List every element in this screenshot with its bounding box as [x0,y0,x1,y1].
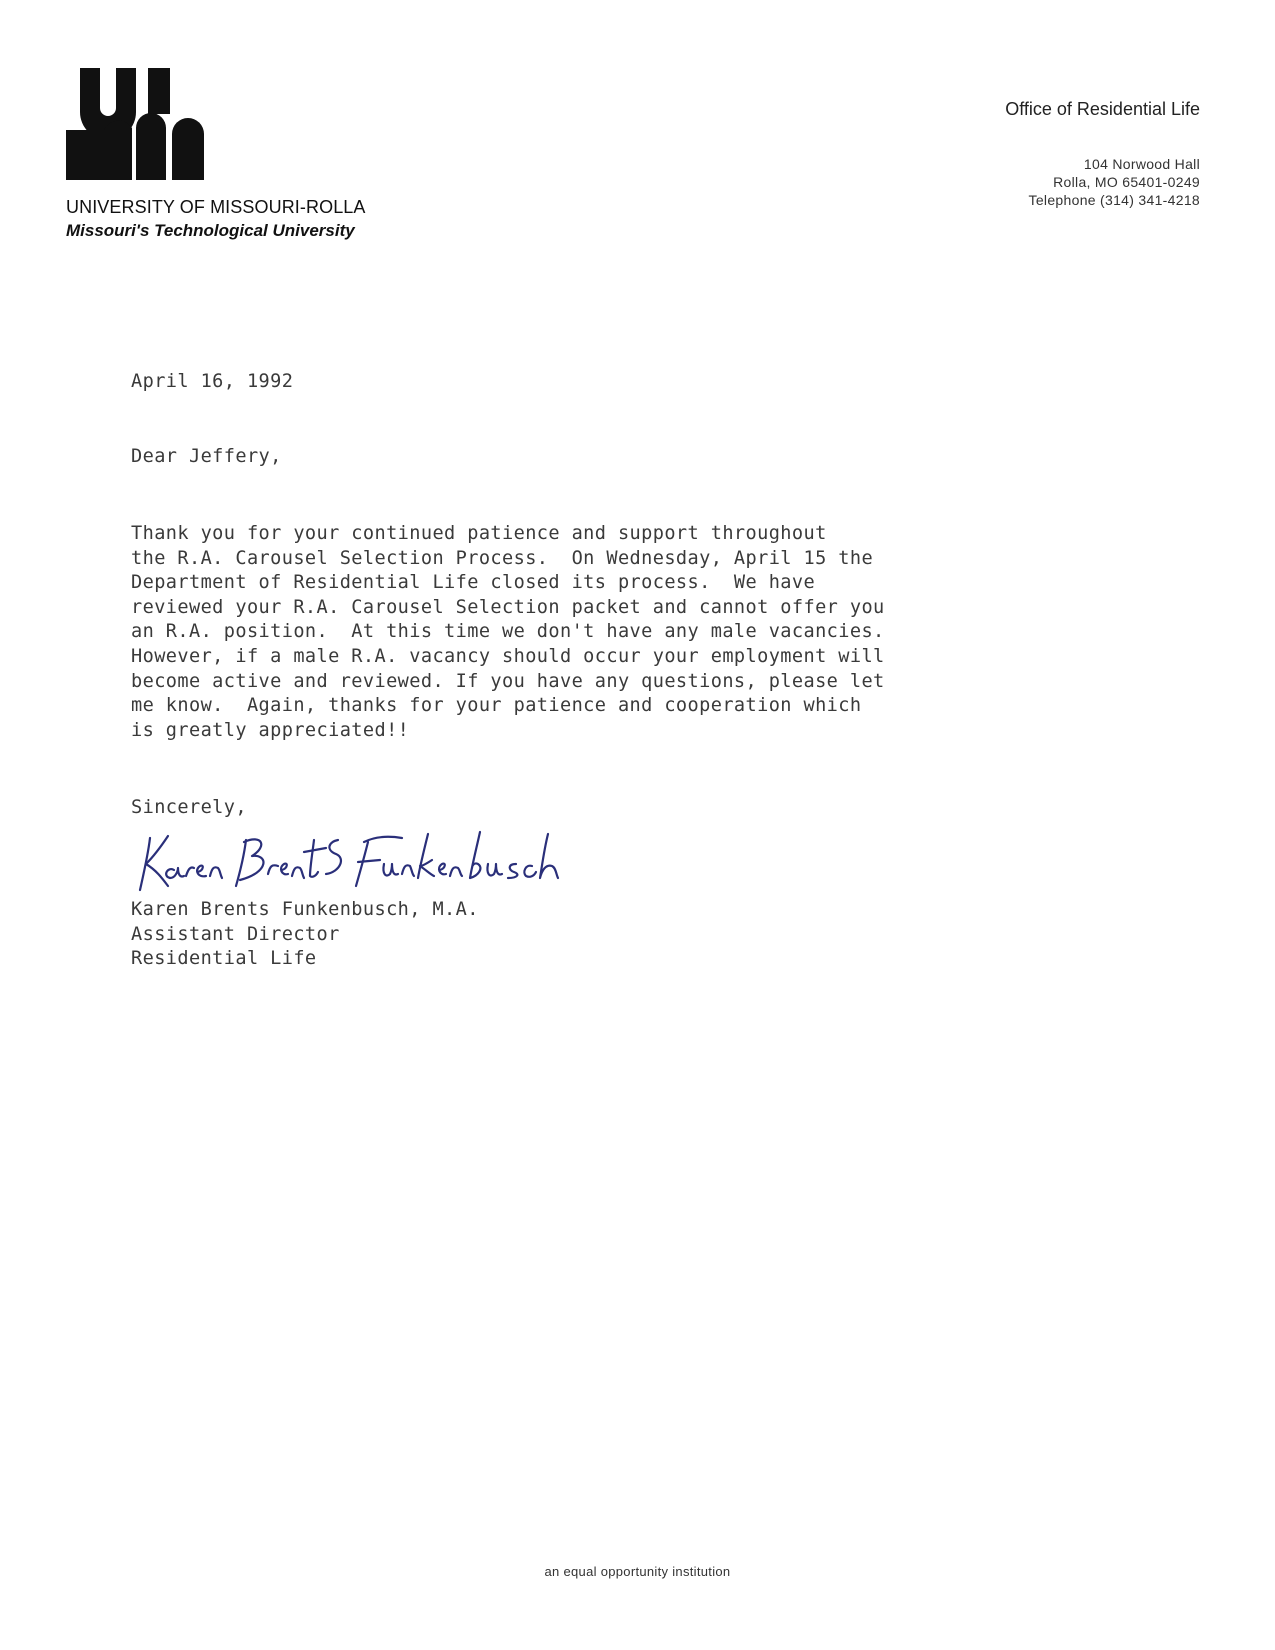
body-line: become active and reviewed. If you have any questions, please let [131,670,885,692]
signer-name: Karen Brents Funkenbusch, M.A. [131,899,479,920]
address-line: Rolla, MO 65401-0249 [1053,174,1200,190]
university-name: UNIVERSITY OF MISSOURI-ROLLA [66,197,366,217]
body-line: Department of Residential Life closed its process. We have [131,572,816,594]
signer-title: Assistant Director [131,923,340,945]
um-logo-icon [66,68,206,180]
body-line: is greatly appreciated!! [131,719,410,741]
address-line: 104 Norwood Hall [1083,156,1200,172]
office-name: Office of Residential Life [1005,99,1200,119]
signer-block [131,898,479,972]
body-line: However, if a male R.A. vacancy should occur your employment will [131,645,885,667]
letter-body [131,522,885,743]
address-line: Telephone (314) 341-4218 [1028,192,1200,208]
footer-text: an equal opportunity institution [544,1564,731,1579]
letter-date: April 16, 1992 [131,371,294,392]
body-line: Thank you for your continued patience and support throughout [131,523,827,544]
body-line: an R.A. position. At this time we don't have any male vacancies. [131,621,885,643]
letter-closing: Sincerely, [131,797,247,818]
signer-department: Residential Life [131,948,317,970]
body-line: the R.A. Carousel Selection Process. On Wednesday, April 15 the [131,547,874,569]
university-tagline: Missouri's Technological University [66,221,355,240]
body-line: reviewed your R.A. Carousel Selection packet and cannot offer you [131,596,885,618]
office-address [1029,155,1200,209]
letter-salutation: Dear Jeffery, [131,446,282,467]
body-line: me know. Again, thanks for your patience and cooperation which [131,695,862,717]
handwritten-signature-icon [128,820,648,895]
